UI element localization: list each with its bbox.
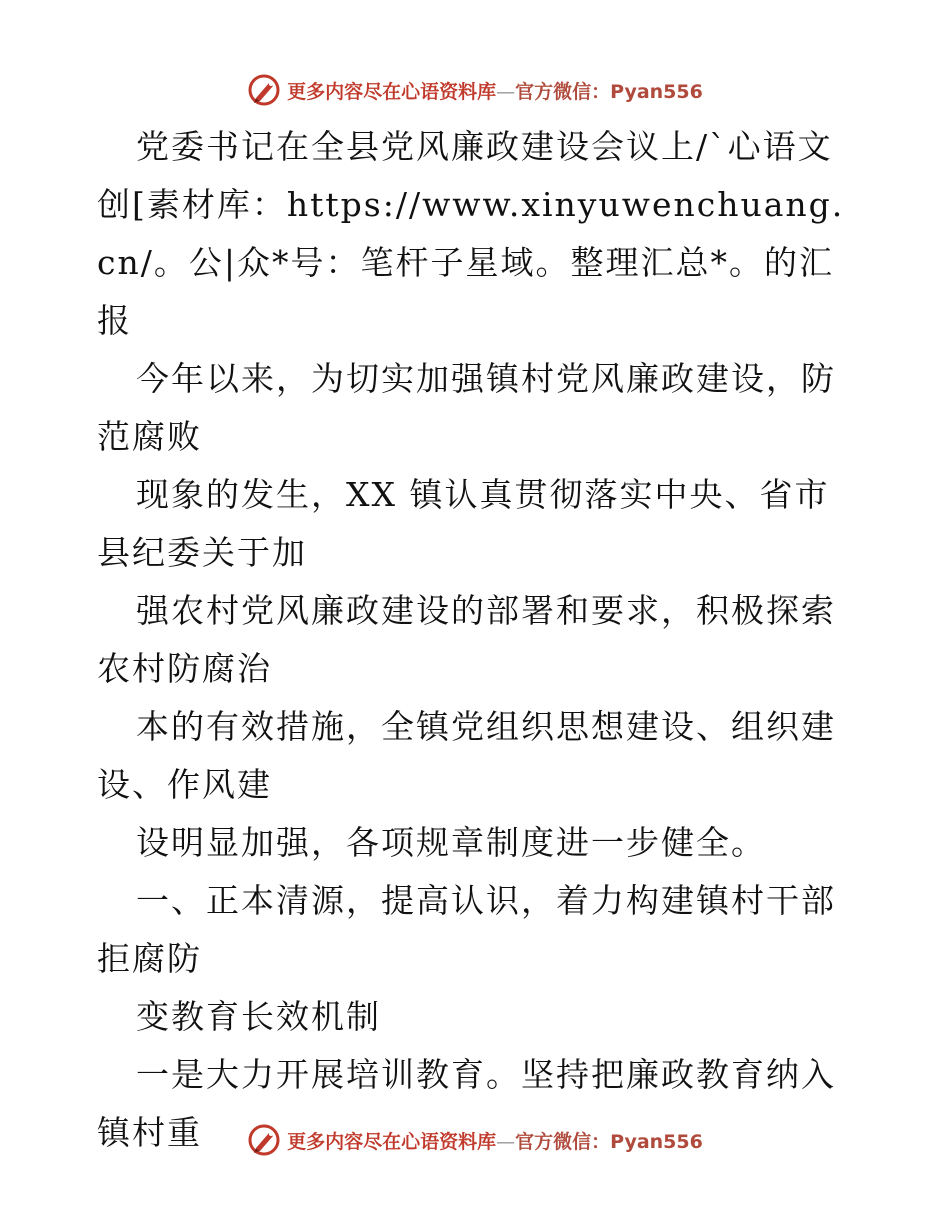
paragraph: 强农村党风廉政建设的部署和要求，积极探索农村防腐治 [97,591,836,688]
watermark-text [287,1127,703,1154]
pen-logo-icon [247,73,281,107]
watermark-dash: — [496,80,516,103]
header-watermark [0,70,950,110]
watermark-main: 更多内容尽在心语资料库 [287,1130,497,1153]
watermark-text [287,77,703,104]
watermark-dash: — [496,1130,516,1153]
paragraph: 本的有效措施，全镇党组织思想建设、组织建设、作风建 [97,707,836,804]
watermark-contact: 官方微信：Pyan556 [515,80,703,103]
pen-logo-icon [247,1123,281,1157]
watermark-contact: 官方微信：Pyan556 [515,1130,703,1153]
paragraph: 变教育长效机制 [136,997,381,1036]
paragraph: 现象的发生，XX 镇认真贯彻落实中央、省市县纪委关于加 [97,475,830,572]
section-heading: 一、正本清源，提高认识，着力构建镇村干部拒腐防 [97,881,836,978]
footer-watermark [0,1120,950,1160]
paragraph: 今年以来，为切实加强镇村党风廉政建设，防范腐败 [97,359,836,456]
paragraph: 设明显加强，各项规章制度进一步健全。 [136,823,766,862]
document-body [97,118,857,1162]
paragraph-title: 党委书记在全县党风廉政建设会议上/`心语文创[素材库：https://www.xinyuwenchuang.cn/。公|众*号：笔杆子星域。整理汇总*。的汇报 [97,127,845,340]
paragraph: 一是大力开展培训教育。坚持把廉政教育纳入镇村重 [97,1055,836,1152]
watermark-main: 更多内容尽在心语资料库 [287,80,497,103]
